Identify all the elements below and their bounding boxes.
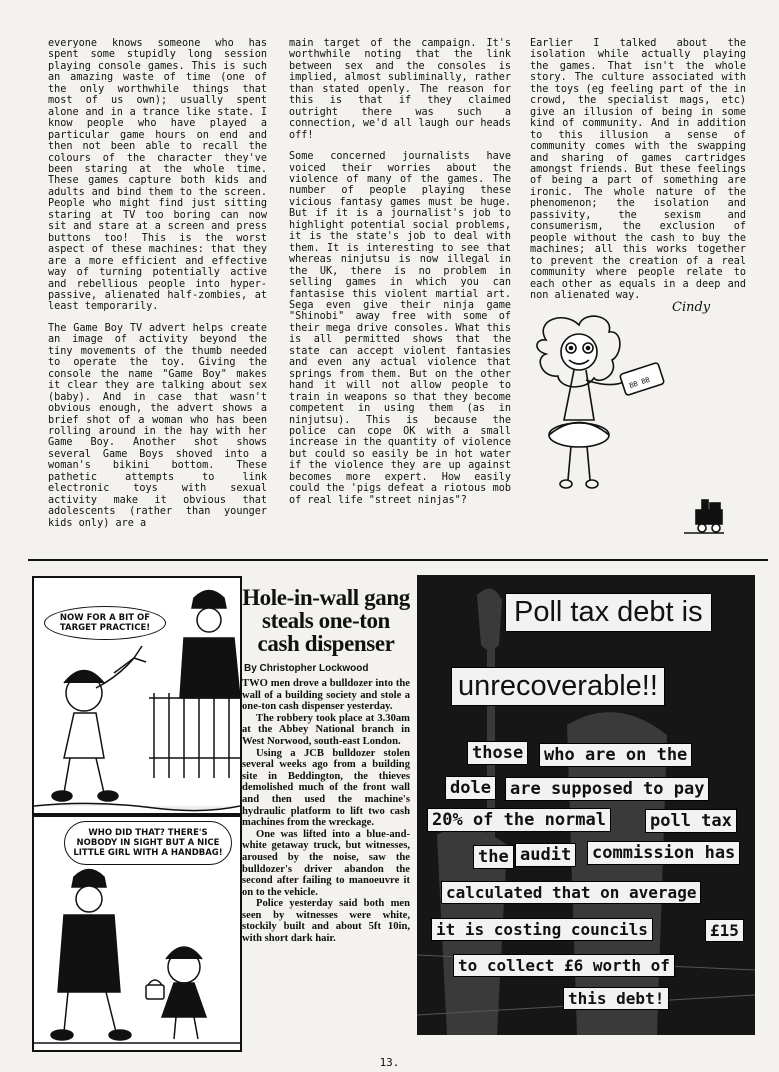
- collage-word: this debt!: [563, 987, 669, 1010]
- news-clipping: [242, 580, 410, 1050]
- collage-word: to collect £6 worth of: [453, 954, 675, 977]
- collage-word: 20% of the normal: [427, 808, 611, 832]
- poll-tax-collage: [417, 575, 755, 1035]
- collage-word: who are on the: [539, 743, 692, 767]
- collage-headline-2: unrecoverable!!: [451, 667, 665, 706]
- svg-text:BB BB: BB BB: [628, 375, 651, 390]
- clipping-byline: By Christopher Lockwood: [244, 663, 369, 674]
- collage-word: audit: [515, 843, 576, 867]
- comic-art-girl-handbag: [34, 817, 240, 1050]
- page-number: 13.: [379, 1056, 400, 1069]
- clipping-headline: Hole-in-wall gang steals one-ton cash dispenser: [242, 585, 410, 656]
- comic-art-slingshot: [34, 578, 240, 813]
- girl-with-game-console-doodle: [524, 310, 724, 540]
- collage-word: £15: [705, 919, 744, 942]
- clipping-body: [242, 678, 410, 945]
- comic-panel-top: [32, 576, 242, 815]
- speech-bubble: WHO DID THAT? THERE'S NOBODY IN SIGHT BUT A NICE LITTLE GIRL WITH A HANDBAG!: [64, 821, 232, 865]
- collage-word: calculated that on average: [441, 881, 701, 904]
- article-paragraph: main target of the campaign. It's worthwhile noting that the link between sex and the consoles is implied, almost subliminally, rather than stated openly. The reason for this is that if they claimed outright there was such a connection, we'd all laugh our heads off!: [289, 38, 511, 141]
- collage-word: poll tax: [645, 809, 737, 833]
- clipping-paragraph: TWO men drove a bulldozer into the wall of a building society and stole a one-ton cash dispenser yesterday.: [242, 678, 410, 713]
- speech-bubble: NOW FOR A BIT OF TARGET PRACTICE!: [44, 606, 166, 640]
- clipping-paragraph: The robbery took place at 3.30am at the Abbey National branch in West Norwood, south-east London.: [242, 712, 410, 747]
- clipping-paragraph: Using a JCB bulldozer stolen several weeks ago from a building site in Beddington, the thieves demolished much of the front wall and then used the machine's hydraulic platform to lift two cash machines from the wreckage.: [242, 747, 410, 829]
- comic-panel-bottom: [32, 815, 242, 1052]
- article-paragraph: Earlier I talked about the isolation while actually playing the games. That isn't the whole story. The culture associated with the toys (eg feeling part of the in crowd, the specialist mags, etc) give an illusion of being in some kind of community. And in addition to this illusion a sense of community comes with the swapping and sharing of games cartridges amongst friends. But these feelings of being a part of something are ironic. The whole nature of the phenomenon; the isolation and passivity, the sexism and consumerism, the exclusion of people without the cash to buy the machines; all this works together to prevent the creation of a real community where people relate to each other as equals in a deep and non alienated way.: [530, 38, 746, 301]
- collage-word: those: [467, 741, 528, 765]
- collage-headline-1: Poll tax debt is: [505, 593, 712, 632]
- collage-word: the: [473, 845, 514, 869]
- section-divider: [28, 559, 768, 561]
- signature: Cindy: [672, 300, 711, 315]
- clipping-paragraph: One was lifted into a blue-and-white getaway truck, but witnesses, aroused by the noise, saw the bulldozer's driver abandon the second after failing to manoeuvre it on to the vehicle.: [242, 828, 410, 898]
- article-paragraph: The Game Boy TV advert helps create an image of activity beyond the tiny movements of the thumb needed to operate the toy. Giving the console the name "Game Boy" makes it clear they are talking about sex (baby). And in case that wasn't obvious enough, the advert shows a brief shot of a woman who has been rolling around in the hay with her Game Boy. Another shot shows several Game Boys shoved into a woman's bikini bottom. These pathetic attempts to link electronic toys with sexual activity make it obvious that adolescents (rather than younger kids only) are a: [48, 322, 267, 529]
- article-paragraph: everyone knows someone who has spent some stupidly long session playing console games. This is such an amazing waste of time (one of the only worthwhile things that most of us own); usually spent alone and in a trance like state. I know people who have played a particular game hours on end and then not been able to recall the colours of the character they've been staring at the whole time. These games capture both kids and adults and bind them to the screen. People who might find just sitting staring at TV too boring can now sit and stare at a screen and press buttons too! This is the worst aspect of these machines: that they are a more efficient and effective way of turning potentially active and rebellious people into hyper-passive, alienated half-zombies, at least temporarily.: [48, 38, 267, 313]
- collage-word: commission has: [587, 841, 740, 865]
- article-column-1: [48, 38, 267, 539]
- clipping-paragraph: Police yesterday said both men seen by witnesses were white, stockily built and about 5ft 10in, with short dark hair.: [242, 898, 410, 945]
- article-paragraph: Some concerned journalists have voiced their worries about the violence of many of the games. The number of people playing these vicious fantasy games must be huge. But if it is a journalist's job to highlight potential social problems, it is the state's job to deal with them. It is interesting to see that whereas ninjutsu is now illegal in the UK, there is no problem in selling games in which you can fantasise this violent martial art. Sega even give their ninja game "Shinobi" away free with some of their mega drive consoles. What this is all permitted shows that the state can accept violent fantasies and even any actual violence that springs from them. But on the other hand it will not allow people to train in weapons so that they become competent in using them (as in ninjutsu). This is because the police can cope OK with a small increase in the quantity of violence but could so easily be in hot water if the violence they are up against becomes more expert. How easily could the 'pigs defeat a riotous mob of real life "street ninjas"?: [289, 151, 511, 506]
- article-column-2: [289, 38, 511, 516]
- collage-word: dole: [445, 776, 496, 800]
- article-column-3: [530, 38, 746, 311]
- collage-word: are supposed to pay: [505, 777, 709, 801]
- collage-word: it is costing councils: [431, 918, 653, 941]
